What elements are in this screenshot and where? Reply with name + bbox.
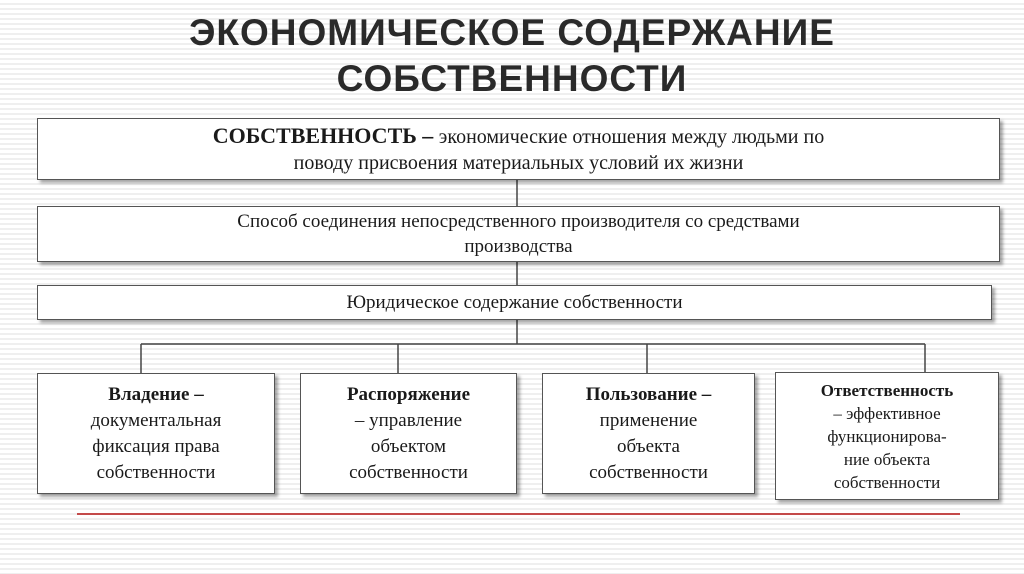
mode-line-1: Способ соединения непосредственного производителя со средствами — [237, 211, 800, 232]
element-line: применение — [599, 409, 698, 431]
definition-text-1: экономические отношения между людьми по — [438, 125, 825, 148]
element-line: ние объекта — [843, 449, 931, 469]
disposal-element-box — [300, 373, 517, 494]
definition-text-2: поводу присвоения материальных условий их жизни — [293, 151, 744, 174]
element-term: Владение – — [108, 383, 204, 405]
definition-term: СОБСТВЕННОСТЬ — [212, 122, 417, 148]
element-line: документальная — [90, 409, 222, 431]
legal-text: Юридическое содержание собственности — [346, 291, 683, 313]
title-line-2: СОБСТВЕННОСТИ — [336, 58, 688, 99]
production-mode-box — [37, 206, 1000, 262]
element-line: объектом — [370, 435, 447, 457]
element-term: Пользование – — [585, 383, 712, 405]
element-line: – управление — [354, 409, 463, 431]
responsibility-element-box — [775, 372, 999, 500]
accent-divider — [77, 513, 960, 515]
element-line: собственности — [349, 461, 468, 483]
title-line-1: ЭКОНОМИЧЕСКОЕ СОДЕРЖАНИЕ — [189, 12, 835, 53]
definition-line-1: СОБСТВЕННОСТЬ – экономические отношения между людьми по — [212, 122, 825, 148]
element-line: собственности — [589, 461, 708, 483]
element-line: объекта — [617, 435, 680, 457]
element-line: функционирова- — [827, 426, 947, 446]
ownership-element-box — [37, 373, 275, 494]
legal-content-box — [37, 285, 992, 320]
definition-box — [37, 118, 1000, 180]
usage-element-box — [542, 373, 755, 494]
element-term: Ответственность — [820, 380, 954, 400]
element-line: – эффективное — [833, 403, 941, 423]
element-term: Распоряжение — [346, 383, 471, 405]
element-line: фиксация права — [92, 435, 220, 457]
element-line: собственности — [833, 472, 941, 492]
element-line: собственности — [96, 461, 216, 483]
mode-line-2: производства — [464, 236, 573, 257]
